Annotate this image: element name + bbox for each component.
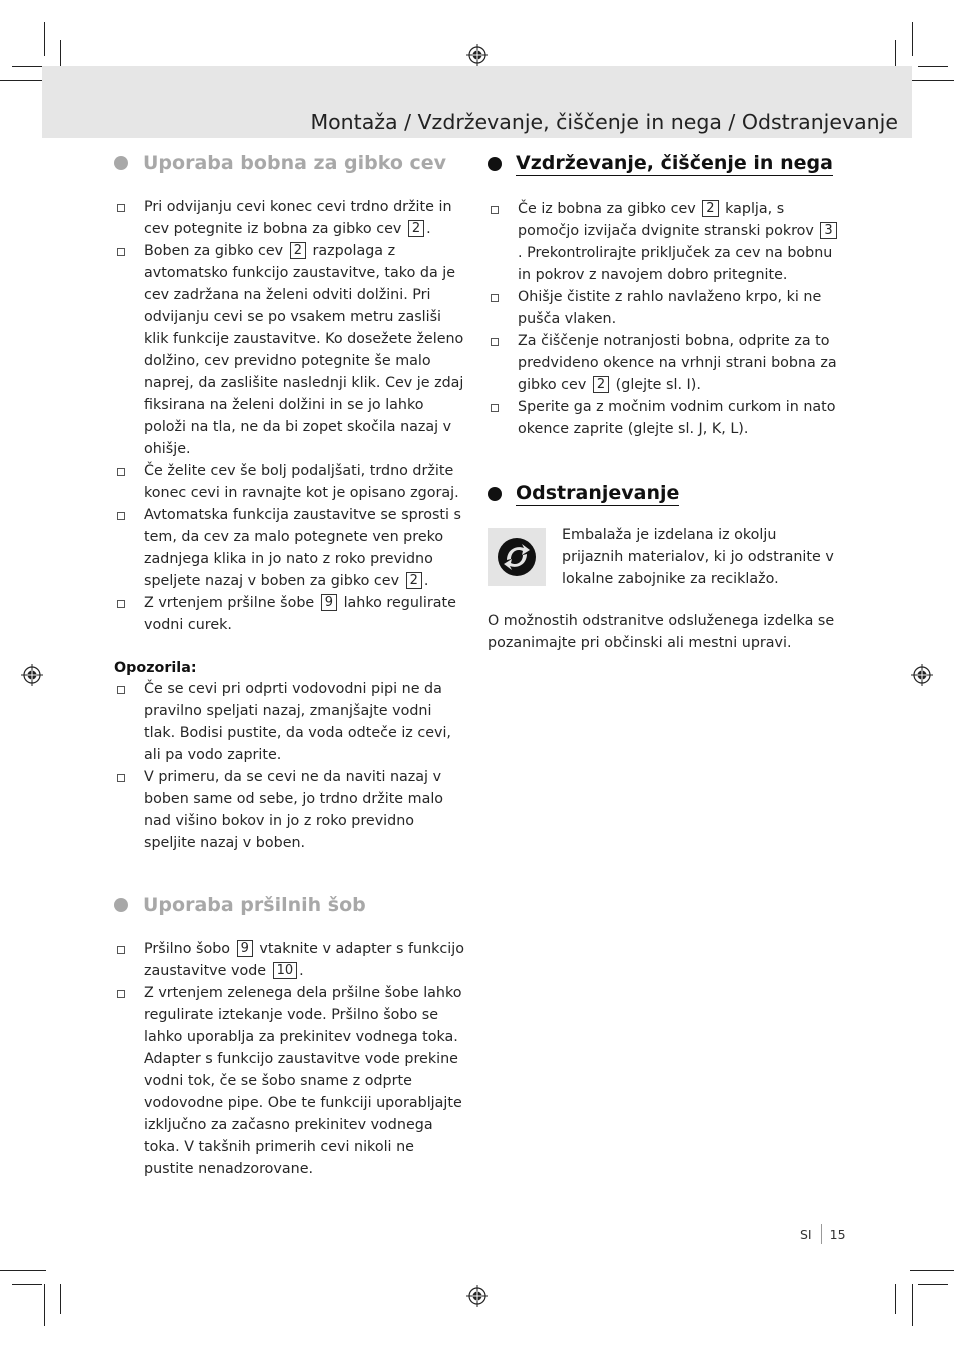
registration-mark-icon [21,664,43,686]
page-number: 15 [829,1226,846,1242]
crop-mark [918,1284,948,1285]
section-title: Uporaba bobna za gibko cev [143,152,447,174]
section-title: Odstranjevanje [516,482,680,504]
part-number-badge: 2 [593,376,609,393]
left-column [114,152,466,1180]
warnings-heading: Opozorila: [114,660,197,676]
part-number-badge: 9 [237,940,253,957]
crop-mark [44,1284,45,1326]
part-number-badge: 2 [702,200,718,217]
part-number-badge: 2 [408,220,424,237]
crop-mark [912,22,913,56]
crop-mark [910,80,954,81]
warnings-list [114,678,466,854]
registration-mark-icon [911,664,933,686]
list-item: V primeru, da se cevi ne da naviti nazaj v boben same od sebe, jo trdno držite malo nad višino bokov in jo z roko previdno speljite nazaj v boben. [114,766,466,854]
crop-mark [910,1270,954,1271]
instruction-list [114,196,466,636]
crop-mark [12,66,42,67]
list-item: Avtomatska funkcija zaustavitve se sprosti s tem, da cev za malo potegnete ven preko zadnjega klika in jo nato z roko previdno speljete nazaj v boben za gibko cev 2 . [114,504,466,592]
section-title: Uporaba pršilnih šob [143,894,366,916]
list-item: Če želite cev še bolj podaljšati, trdno držite konec cevi in ravnajte kot je opisano zgoraj. [114,460,466,504]
crop-mark [60,1284,61,1314]
crop-mark [44,22,45,56]
header-band [42,66,912,138]
bullet-dot-icon [488,157,502,171]
page-title: Montaža / Vzdrževanje, čiščenje in nega / Odstranjevanje [310,110,898,134]
crop-mark [0,80,46,81]
list-item: Boben za gibko cev 2 razpolaga z avtomatsko funkcijo zaustavitve, tako da je cev zadržana na želeni odviti dolžini. Pri odvijanju cevi se po vsakem metru zasliši klik funkcije zaustavitve. Ko dosežete želeno dolžino, cev previdno potegnite še malo naprej, da zaslišite naslednji klik. Cev je zdaj fiksirana na želeni dolžini in se jo lahko položi na tla, ne da bi zopet skočila nazaj v ohišje. [114,240,466,460]
list-item: Pri odvijanju cevi konec cevi trdno držite in cev potegnite iz bobna za gibko cev 2 . [114,196,466,240]
section-heading [488,482,840,506]
bullet-dot-icon [488,487,502,501]
list-item: Za čiščenje notranjosti bobna, odprite za to predvideno okence na vrhnji strani bobna za gibko cev 2 (glejte sl. I). [488,330,840,396]
section-heading [114,894,466,916]
bullet-dot-icon [114,898,128,912]
part-number-badge: 2 [406,572,422,589]
list-item: Z vrtenjem pršilne šobe 9 lahko regulirate vodni curek. [114,592,466,636]
crop-mark [895,1284,896,1314]
recycling-symbol-icon [488,528,546,586]
registration-mark-icon [466,44,488,66]
crop-mark [12,1284,42,1285]
registration-mark-icon [466,1285,488,1307]
part-number-badge: 9 [321,594,337,611]
crop-mark [918,66,948,67]
recycling-info [488,524,840,590]
crop-mark [912,1284,913,1326]
list-item: Z vrtenjem zelenega dela pršilne šobe lahko regulirate iztekanje vode. Pršilno šobo se lahko uporablja za prekinitev vodnega toka. Adapter s funkcijo zaustavitve vode prekine vodni tok, če se šobo sname z odprte vodovodne pipe. Obe te funkciji uporabljajte izključno za začasno prekinitev vodnega toka. V takšnih primerih cevi nikoli ne pustite nenadzorovane. [114,982,466,1180]
recycling-text: Embalaža je izdelana iz okolju prijaznih materialov, ki jo odstranite v lokalne zabojnike za reciklažo. [562,527,834,587]
part-number-badge: 10 [273,962,298,979]
crop-mark [0,1270,46,1271]
bullet-dot-icon [114,156,128,170]
list-item: Če iz bobna za gibko cev 2 kaplja, s pomočjo izvijača dvignite stranski pokrov 3. Prekontrolirajte priključek za cev na bobnu in pokrov z navojem dobro pritegnite. [488,198,840,286]
disposal-text: O možnostih odstranitve odsluženega izdelka se pozanimajte pri občinski ali mestni upravi. [488,613,835,651]
part-number-badge: 2 [290,242,306,259]
part-number-badge: 3 [820,222,836,239]
section-heading [114,152,466,174]
right-column [488,152,840,654]
list-item: Ohišje čistite z rahlo navlaženo krpo, ki ne pušča vlaken. [488,286,840,330]
section-heading [488,152,840,176]
instruction-list [114,938,466,1180]
list-item: Če se cevi pri odprti vodovodni pipi ne da pravilno speljati nazaj, zmanjšajte vodni tlak. Bodisi pustite, da voda odteče iz cevi, ali pa vodo zaprite. [114,678,466,766]
footer-divider [821,1224,822,1244]
section-title: Vzdrževanje, čiščenje in nega [516,152,833,174]
instruction-list [488,198,840,440]
language-code: SI [800,1226,812,1242]
list-item: Pršilno šobo 9 vtaknite v adapter s funkcijo zaustavitve vode 10 . [114,938,466,982]
page-footer [800,1224,846,1244]
list-item: Sperite ga z močnim vodnim curkom in nato okence zaprite (glejte sl. J, K, L). [488,396,840,440]
